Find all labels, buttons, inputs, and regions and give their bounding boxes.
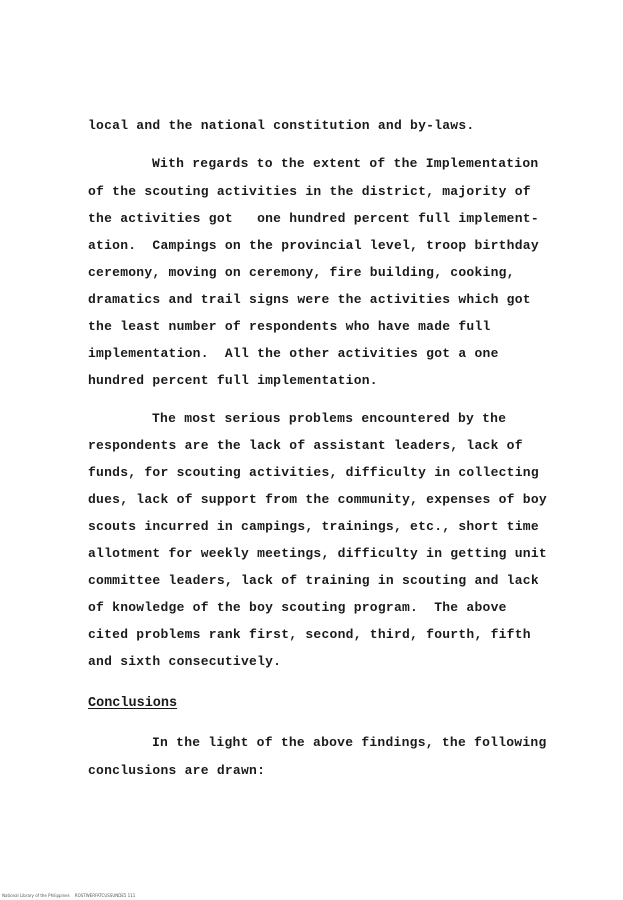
text-line: ceremony, moving on ceremony, fire building, cooking, xyxy=(88,265,515,280)
text-line: cited problems rank first, second, third, fourth, fifth xyxy=(88,627,531,642)
text-line: With regards to the extent of the Implementation xyxy=(152,156,539,171)
text-line: The most serious problems encountered by the xyxy=(152,411,507,426)
text-line: dramatics and trail signs were the activities which got xyxy=(88,292,531,307)
text-line: conclusions are drawn: xyxy=(88,763,266,778)
text-line: implementation. All the other activities got a one xyxy=(88,346,499,361)
text-line: the activities got one hundred percent full implement- xyxy=(88,211,539,226)
section-heading-conclusions: Conclusions xyxy=(88,696,178,711)
text-line: hundred percent full implementation. xyxy=(88,373,378,388)
text-line: scouts incurred in campings, trainings, etc., short time xyxy=(88,519,539,534)
text-line: In the light of the above findings, the following xyxy=(152,735,547,750)
library-footer: National Library of the Philippines ROSTWERFATCUSSUNDE5 111 xyxy=(2,893,136,898)
text-line: dues, lack of support from the community, expenses of boy xyxy=(88,492,547,507)
text-line: funds, for scouting activities, difficulty in collecting xyxy=(88,465,539,480)
text-line: the least number of respondents who have made full xyxy=(88,319,491,334)
text-line: allotment for weekly meetings, difficulty in getting unit xyxy=(88,546,547,561)
text-line: committee leaders, lack of training in scouting and lack xyxy=(88,573,539,588)
text-line: of the scouting activities in the district, majority of xyxy=(88,184,531,199)
text-line: and sixth consecutively. xyxy=(88,654,282,669)
text-line: local and the national constitution and by-laws. xyxy=(88,118,475,133)
text-line: respondents are the lack of assistant leaders, lack of xyxy=(88,438,523,453)
text-line: ation. Campings on the provincial level, troop birthday xyxy=(88,238,539,253)
text-line: of knowledge of the boy scouting program. The above xyxy=(88,600,507,615)
